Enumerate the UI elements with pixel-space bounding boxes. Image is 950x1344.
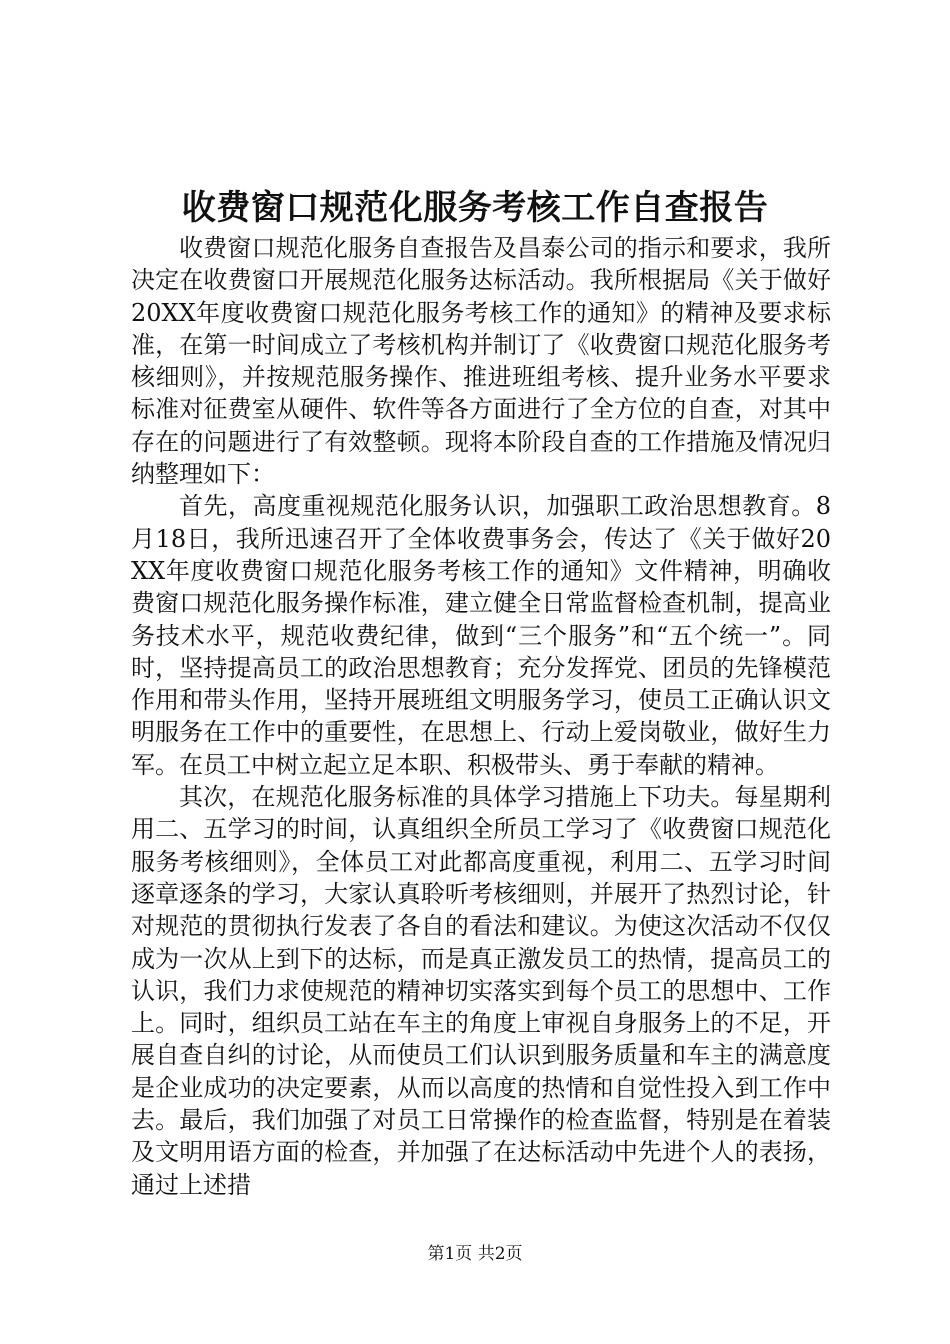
- document-body: [131, 232, 831, 1201]
- paragraph-second: 其次，在规范化服务标准的具体学习措施上下功夫。每星期利用二、五学习的时间，认真组织全所员工学习了《收费窗口规范化服务考核细则》，全体员工对此都高度重视，利用二、五学习时间逐章逐条的学习，大家认真聆听考核细则，并展开了热烈讨论，针对规范的贯彻执行发表了各自的看法和建议。为使这次活动不仅仅成为一次从上到下的达标，而是真正激发员工的热情，提高员工的认识，我们力求使规范的精神切实落实到每个员工的思想中、工作上。同时，组织员工站在车主的角度上审视自身服务上的不足，开展自查自纠的讨论，从而使员工们认识到服务质量和车主的满意度是企业成功的决定要素，从而以高度的热情和自觉性投入到工作中去。最后，我们加强了对员工日常操作的检查监督，特别是在着装及文明用语方面的检查，并加强了在达标活动中先进个人的表扬，通过上述措: [131, 783, 831, 1199]
- paragraph-first: 首先，高度重视规范化服务认识，加强职工政治思想教育。8月18日，我所迅速召开了全体收费事务会，传达了《关于做好20XX年度收费窗口规范化服务考核工作的通知》文件精神，明确收费窗口规范化服务操作标准，建立健全日常监督检查机制，提高业务技术水平，规范收费纪律，做到“三个服务”和“五个统一”。同时，坚持提高员工的政治思想教育；充分发挥党、团员的先锋模范作用和带头作用，坚持开展班组文明服务学习，使员工正确认识文明服务在工作中的重要性，在思想上、行动上爱岗敬业，做好生力军。在员工中树立起立足本职、积极带头、勇于奉献的精神。: [131, 492, 831, 779]
- page-number-footer: 第1页 共2页: [427, 1244, 523, 1264]
- document-title: 收费窗口规范化服务考核工作自查报告: [181, 188, 769, 228]
- paragraph-intro: 收费窗口规范化服务自查报告及昌泰公司的指示和要求，我所决定在收费窗口开展规范化服务达标活动。我所根据局《关于做好20XX年度收费窗口规范化服务考核工作的通知》的精神及要求标准，在第一时间成立了考核机构并制订了《收费窗口规范化服务考核细则》，并按规范服务操作、推进班组考核、提升业务水平要求标准对征费室从硬件、软件等各方面进行了全方位的自查，对其中存在的问题进行了有效整顿。现将本阶段自查的工作措施及情况归纳整理如下：: [131, 234, 831, 489]
